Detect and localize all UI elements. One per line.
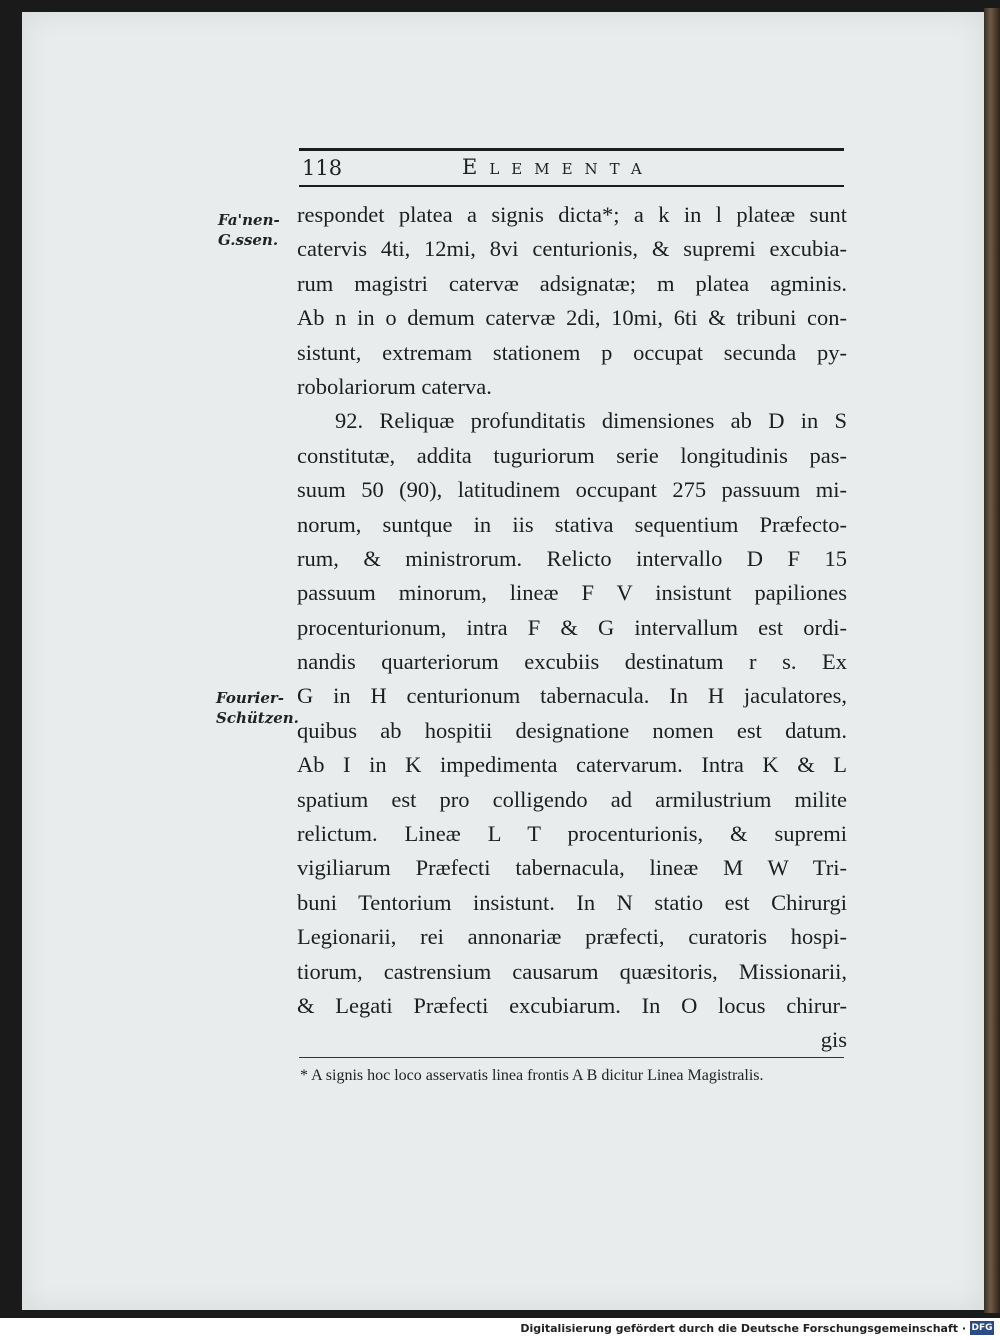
text-line: quibus ab hospitii designatione nomen est datum. [297,717,847,743]
text-line: respondet platea a signis dicta*; a k in l plateæ sunt [297,202,847,227]
text-line: Ab I in K impedimenta catervarum. Intra K & L [297,752,847,778]
page-number: 118 [302,156,343,180]
text-line: catervis 4ti, 12mi, 8vi centurionis, & supremi excubia- [297,236,847,262]
dfg-logo-icon: DFG [971,1323,993,1333]
text-line: nandis quarteriorum excubiis destinatum r s. Ex [297,649,847,675]
text-line: spatium est pro colligendo ad armilustrium milite [297,786,847,812]
text-line: relictum. Lineæ L T procenturionis, & supremi [297,821,847,847]
body-text [297,198,847,1058]
text-line: buni Tentorium insistunt. In N statio est Chirurgi [297,889,847,915]
text-line: Legionarii, rei annonariæ præfecti, curatoris hospi- [297,924,847,950]
text-line: tiorum, castrensium causarum quæsitoris, Missionarii, [297,958,847,984]
text-line: rum magistri catervæ adsignatæ; m platea agminis. [297,270,847,296]
text-line: sistunt, extremam stationem p occupat secunda py- [297,339,847,365]
margin-note-1-line2: G.ssen. [218,231,279,249]
footnote-rule [299,1057,844,1058]
text-line: procenturionum, intra F & G intervallum est ordi- [297,614,847,640]
text-line: G in H centurionum tabernacula. In H jaculatores, [297,683,847,709]
text-line: & Legati Præfecti excubiarum. In O locus chirur- [297,992,847,1018]
running-head: Elementa [462,155,654,179]
text-line: constitutæ, addita tuguriorum serie longitudinis pas- [297,442,847,468]
text-line: vigiliarum Præfecti tabernacula, lineæ M W Tri- [297,855,847,881]
catchword: gis [820,1027,847,1053]
header-rule-top [299,148,844,151]
margin-note-1-line1: Fa'nen- [218,211,280,229]
funding-credit: Digitalisierung gefördert durch die Deutsche Forschungsgemeinschaft · [520,1322,966,1335]
text-line: suum 50 (90), latitudinem occupant 275 passuum mi- [297,477,847,503]
text-line: passuum minorum, lineæ F V insistunt papiliones [297,580,847,606]
margin-note-1 [218,210,280,250]
footnote: * A signis hoc loco asservatis linea frontis A B dicitur Linea Magistralis. [300,1067,764,1084]
text-line: Ab n in o demum catervæ 2di, 10mi, 6ti & tribuni con- [297,305,847,331]
text-line: rum, & ministrorum. Relicto intervallo D F 15 [297,545,847,571]
margin-note-2-line2: Schützen. [216,709,299,727]
text-line-paragraph-start: 92. Reliquæ profunditatis dimensiones ab D in S [335,408,847,434]
book-spine-edge [984,8,1000,1313]
text-line: robolariorum caterva. [297,373,492,399]
header-rule-bottom [299,185,844,187]
text-line: norum, suntque in iis stativa sequentium Præfecto- [297,511,847,537]
margin-note-2 [216,688,299,728]
margin-note-2-line1: Fourier- [216,689,285,707]
